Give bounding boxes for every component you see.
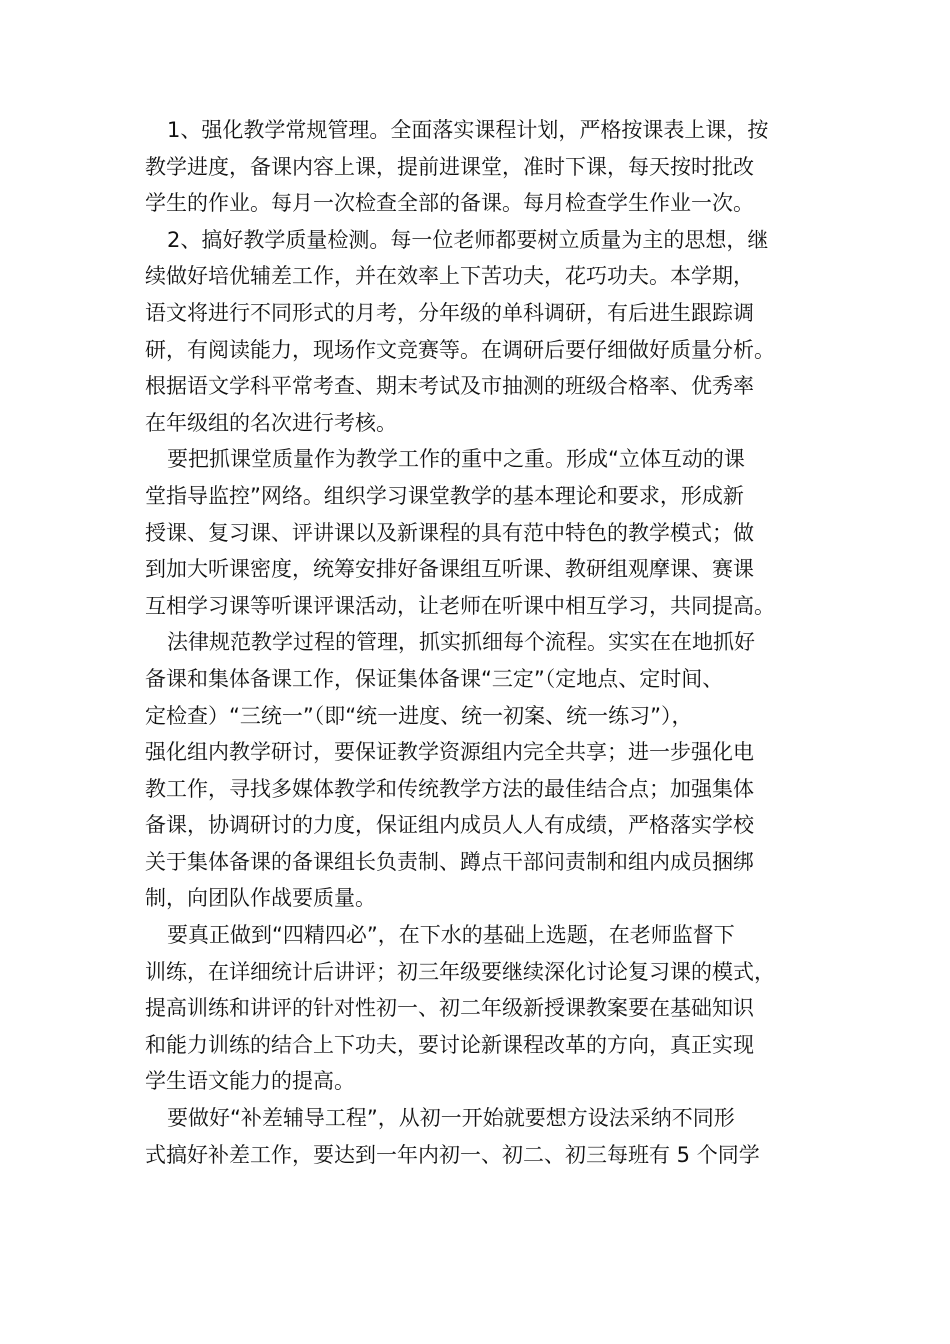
paragraph-3-line-1: 要把抓课堂质量作为教学工作的重中之重。形成“立体互动的课: [167, 447, 745, 472]
paragraph-2-line-3: 语文将进行不同形式的月考，分年级的单科调研，有后进生跟踪调: [145, 300, 754, 325]
paragraph-5-line-3: 提高训练和讲评的针对性初一、初二年级新授课教案要在基础知识: [145, 996, 754, 1021]
paragraph-2-line-4: 研，有阅读能力，现场作文竞赛等。在调研后要仔细做好质量分析。: [145, 337, 775, 362]
paragraph-5-line-5: 学生语文能力的提高。: [145, 1069, 355, 1094]
paragraph-2-line-1: 2、搞好教学质量检测。每一位老师都要树立质量为主的思想，继: [167, 227, 769, 252]
paragraph-4-line-3: 定检查）“三统一”（即“统一进度、统一初案、统一练习”），: [145, 703, 693, 728]
paragraph-4-line-7: 关于集体备课的备课组长负责制、蹲点干部问责制和组内成员捆绑: [145, 849, 754, 874]
paragraph-5-line-1: 要真正做到“四精四必”，在下水的基础上选题，在老师监督下: [167, 923, 735, 948]
paragraph-4-line-5: 教工作，寻找多媒体教学和传统教学方法的最佳结合点；加强集体: [145, 776, 754, 801]
paragraph-1-line-1: 1、强化教学常规管理。全面落实课程计划，严格按课表上课，按: [167, 118, 769, 142]
paragraph-1-line-3: 学生的作业。每月一次检查全部的备课。每月检查学生作业一次。: [145, 191, 754, 216]
paragraph-5-line-2: 训练，在详细统计后讲评；初三年级要继续深化讨论复习课的模式，: [145, 959, 775, 984]
paragraph-4-line-1: 法律规范教学过程的管理，抓实抓细每个流程。实实在在地抓好: [167, 630, 755, 655]
paragraph-4-line-6: 备课，协调研讨的力度，保证组内成员人人有成绩，严格落实学校: [145, 813, 754, 838]
paragraph-6-line-2: 式搞好补差工作，要达到一年内初一、初二、初三每班有 5 个同学: [145, 1142, 760, 1167]
paragraph-6-line-1: 要做好“补差辅导工程”，从初一开始就要想方设法采纳不同形: [167, 1106, 735, 1131]
paragraph-5-line-4: 和能力训练的结合上下功夫，要讨论新课程改革的方向，真正实现: [145, 1032, 754, 1057]
paragraph-4-line-8: 制，向团队作战要质量。: [145, 886, 376, 911]
paragraph-2-line-2: 续做好培优辅差工作，并在效率上下苦功夫，花巧功夫。本学期，: [145, 264, 754, 289]
paragraph-4-line-2: 备课和集体备课工作，保证集体备课“三定”（定地点、定时间、: [145, 666, 724, 691]
paragraph-3-line-5: 互相学习课等听课评课活动，让老师在听课中相互学习，共同提高。: [145, 593, 775, 618]
paragraph-1-line-2: 教学进度，备课内容上课，提前进课堂，准时下课，每天按时批改: [145, 154, 754, 179]
paragraph-3-line-4: 到加大听课密度，统筹安排好备课组互听课、教研组观摩课、赛课: [145, 557, 754, 582]
document-body: [145, 112, 825, 1173]
paragraph-2-line-6: 在年级组的名次进行考核。: [145, 410, 397, 435]
paragraph-4-line-4: 强化组内教学研讨，要保证教学资源组内完全共享；进一步强化电: [145, 740, 754, 765]
paragraph-3-line-2: 堂指导监控”网络。组织学习课堂教学的基本理论和要求，形成新: [145, 483, 744, 508]
paragraph-2-line-5: 根据语文学科平常考查、期末考试及市抽测的班级合格率、优秀率: [145, 374, 754, 399]
paragraph-3-line-3: 授课、复习课、评讲课以及新课程的具有范中特色的教学模式；做: [145, 520, 754, 545]
